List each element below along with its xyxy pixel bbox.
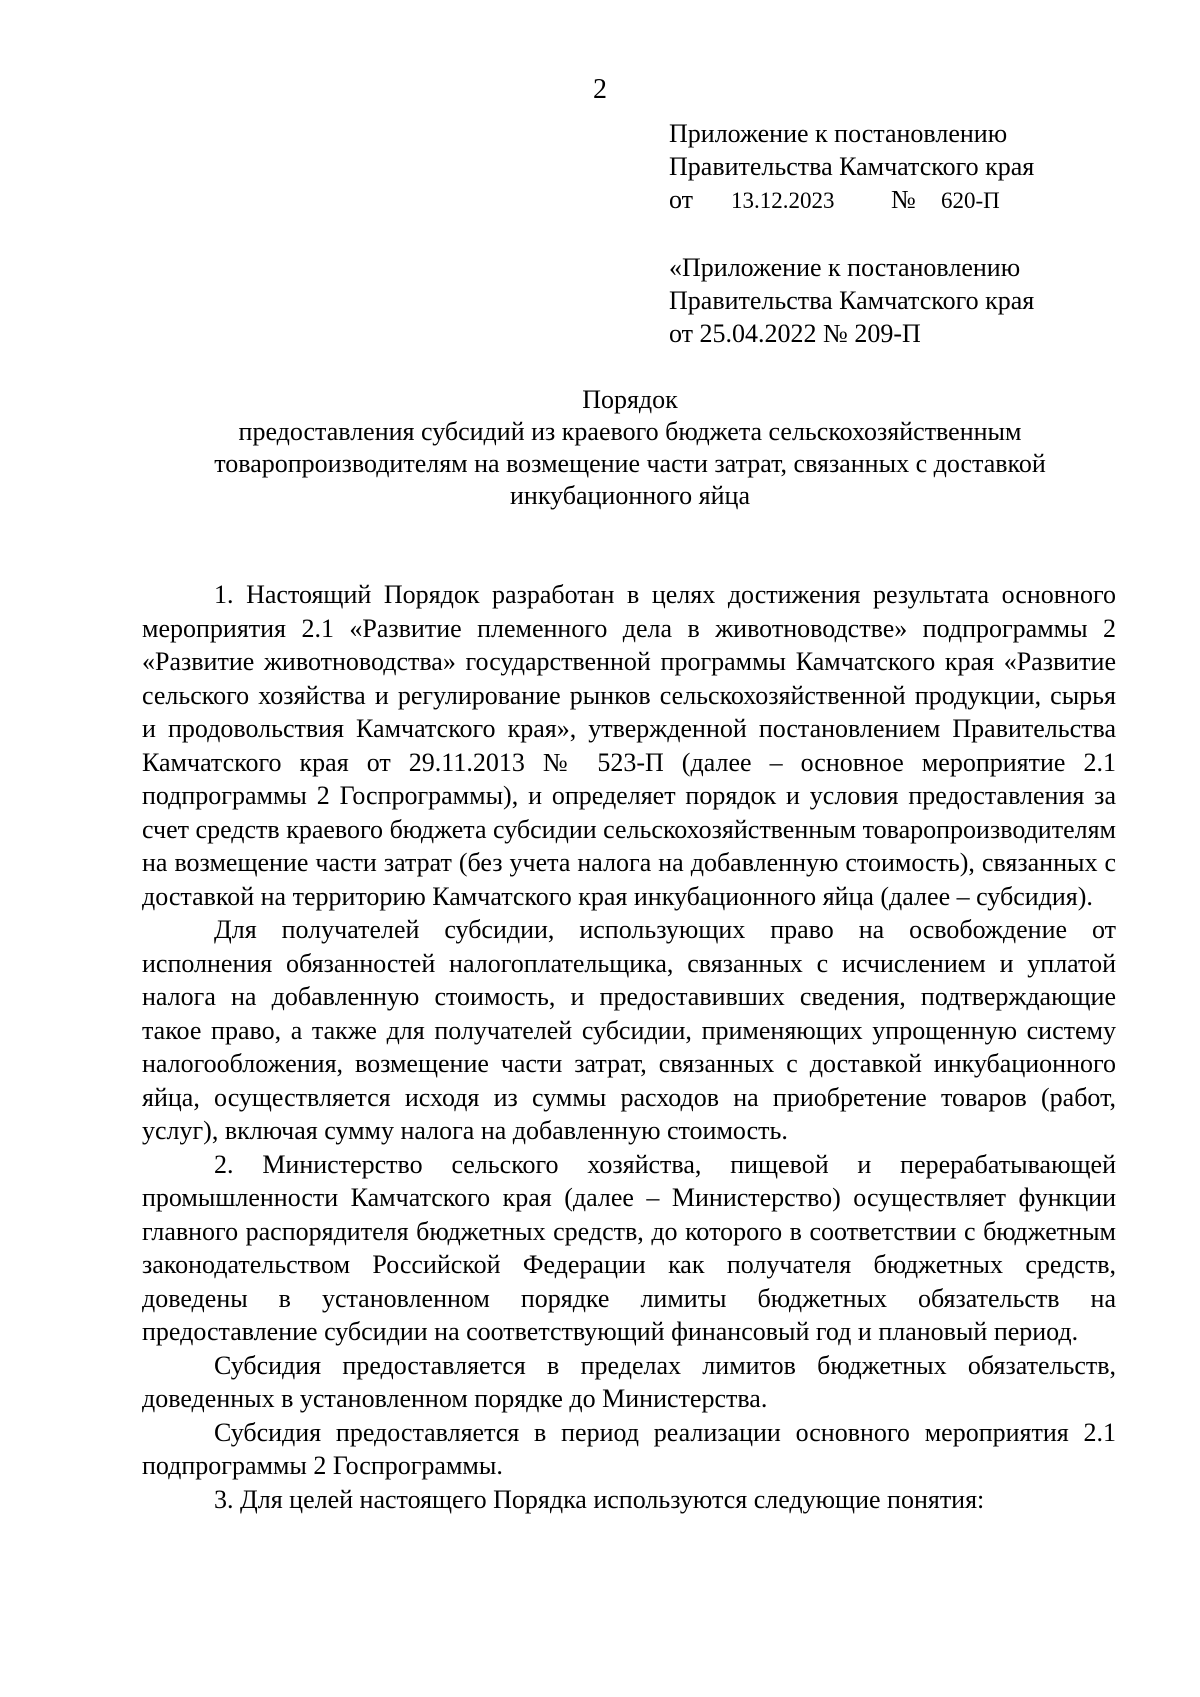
original-approval-line-3: от 25.04.2022 № 209-П <box>669 319 921 348</box>
approval-line-1: Приложение к постановлению <box>669 119 1008 148</box>
paragraph-2: Для получателей субсидии, использующих право на освобождение от исполнения обязанностей налогоплательщика, связанных с исчислением и уплатой налога на добавленную стоимость, и предоставивших сведения, подтверждающие такое право, а также для получателей субсидии, применяющих упрощенную систему налогообложения, возмещение части затрат, связанных с доставкой инкубационного яйца, осуществляется исходя из суммы расходов на приобретение товаров (работ, услуг), включая сумму налога на добавленную стоимость. <box>142 915 1116 1145</box>
title-line-2: предоставления субсидий из краевого бюджета сельскохозяйственным <box>238 417 1022 446</box>
document-title <box>140 384 1120 512</box>
approval-date: 13.12.2023 <box>731 188 835 213</box>
paragraph-5: Субсидия предоставляется в период реализации основного мероприятия 2.1 подпрограммы 2 Госпрограммы. <box>142 1417 1116 1480</box>
original-approval-line-2: Правительства Камчатского края <box>669 286 1035 315</box>
page-number: 2 <box>593 74 607 105</box>
approval-date-line <box>669 183 1034 217</box>
paragraph-4: Субсидия предоставляется в пределах лимитов бюджетных обязательств, доведенных в установленном порядке до Министерства. <box>142 1350 1116 1413</box>
paragraph-6: 3. Для целей настоящего Порядка используются следующие понятия: <box>214 1484 985 1514</box>
approval-number-sign: № <box>891 185 916 214</box>
title-line-3: товаропроизводителям на возмещение части затрат, связанных с доставкой <box>214 449 1046 478</box>
original-approval-header <box>669 251 1034 350</box>
approval-line-2: Правительства Камчатского края <box>669 152 1035 181</box>
approval-header <box>669 117 1034 217</box>
approval-number: 620-П <box>941 188 1000 213</box>
paragraph-1: 1. Настоящий Порядок разработан в целях достижения результата основного мероприятия 2.1 «Развитие племенного дела в животноводстве» подпрограммы 2 «Развитие животноводства» государственной программы Камчатского края «Развитие сельского хозяйства и регулирование рынков сельскохозяйственной продукции, сырья и продовольствия Камчатского края», утвержденной постановлением Правительства Камчатского края от 29.11.2013 № 523-П (далее – основное мероприятие 2.1 подпрограммы 2 Госпрограммы), и определяет порядок и условия предоставления за счет средств краевого бюджета субсидии сельскохозяйственным товаропроизводителям на возмещение части затрат (без учета налога на добавленную стоимость), связанных с доставкой на территорию Камчатского края инкубационного яйца (далее – субсидия). <box>142 580 1116 911</box>
document-body <box>142 578 1116 1516</box>
original-approval-line-1: «Приложение к постановлению <box>669 253 1021 282</box>
title-line-4: инкубационного яйца <box>509 481 751 510</box>
paragraph-3: 2. Министерство сельского хозяйства, пищевой и перерабатывающей промышленности Камчатского края (далее – Министерство) осуществляет функции главного распорядителя бюджетных средств, до которого в соответствии с бюджетным законодательством Российской Федерации как получателя бюджетных средств, доведены в установленном порядке лимиты бюджетных обязательств на предоставление субсидии на соответствующий финансовый год и плановый период. <box>142 1149 1116 1346</box>
title-line-1: Порядок <box>582 385 678 414</box>
approval-from-label: от <box>669 185 694 214</box>
